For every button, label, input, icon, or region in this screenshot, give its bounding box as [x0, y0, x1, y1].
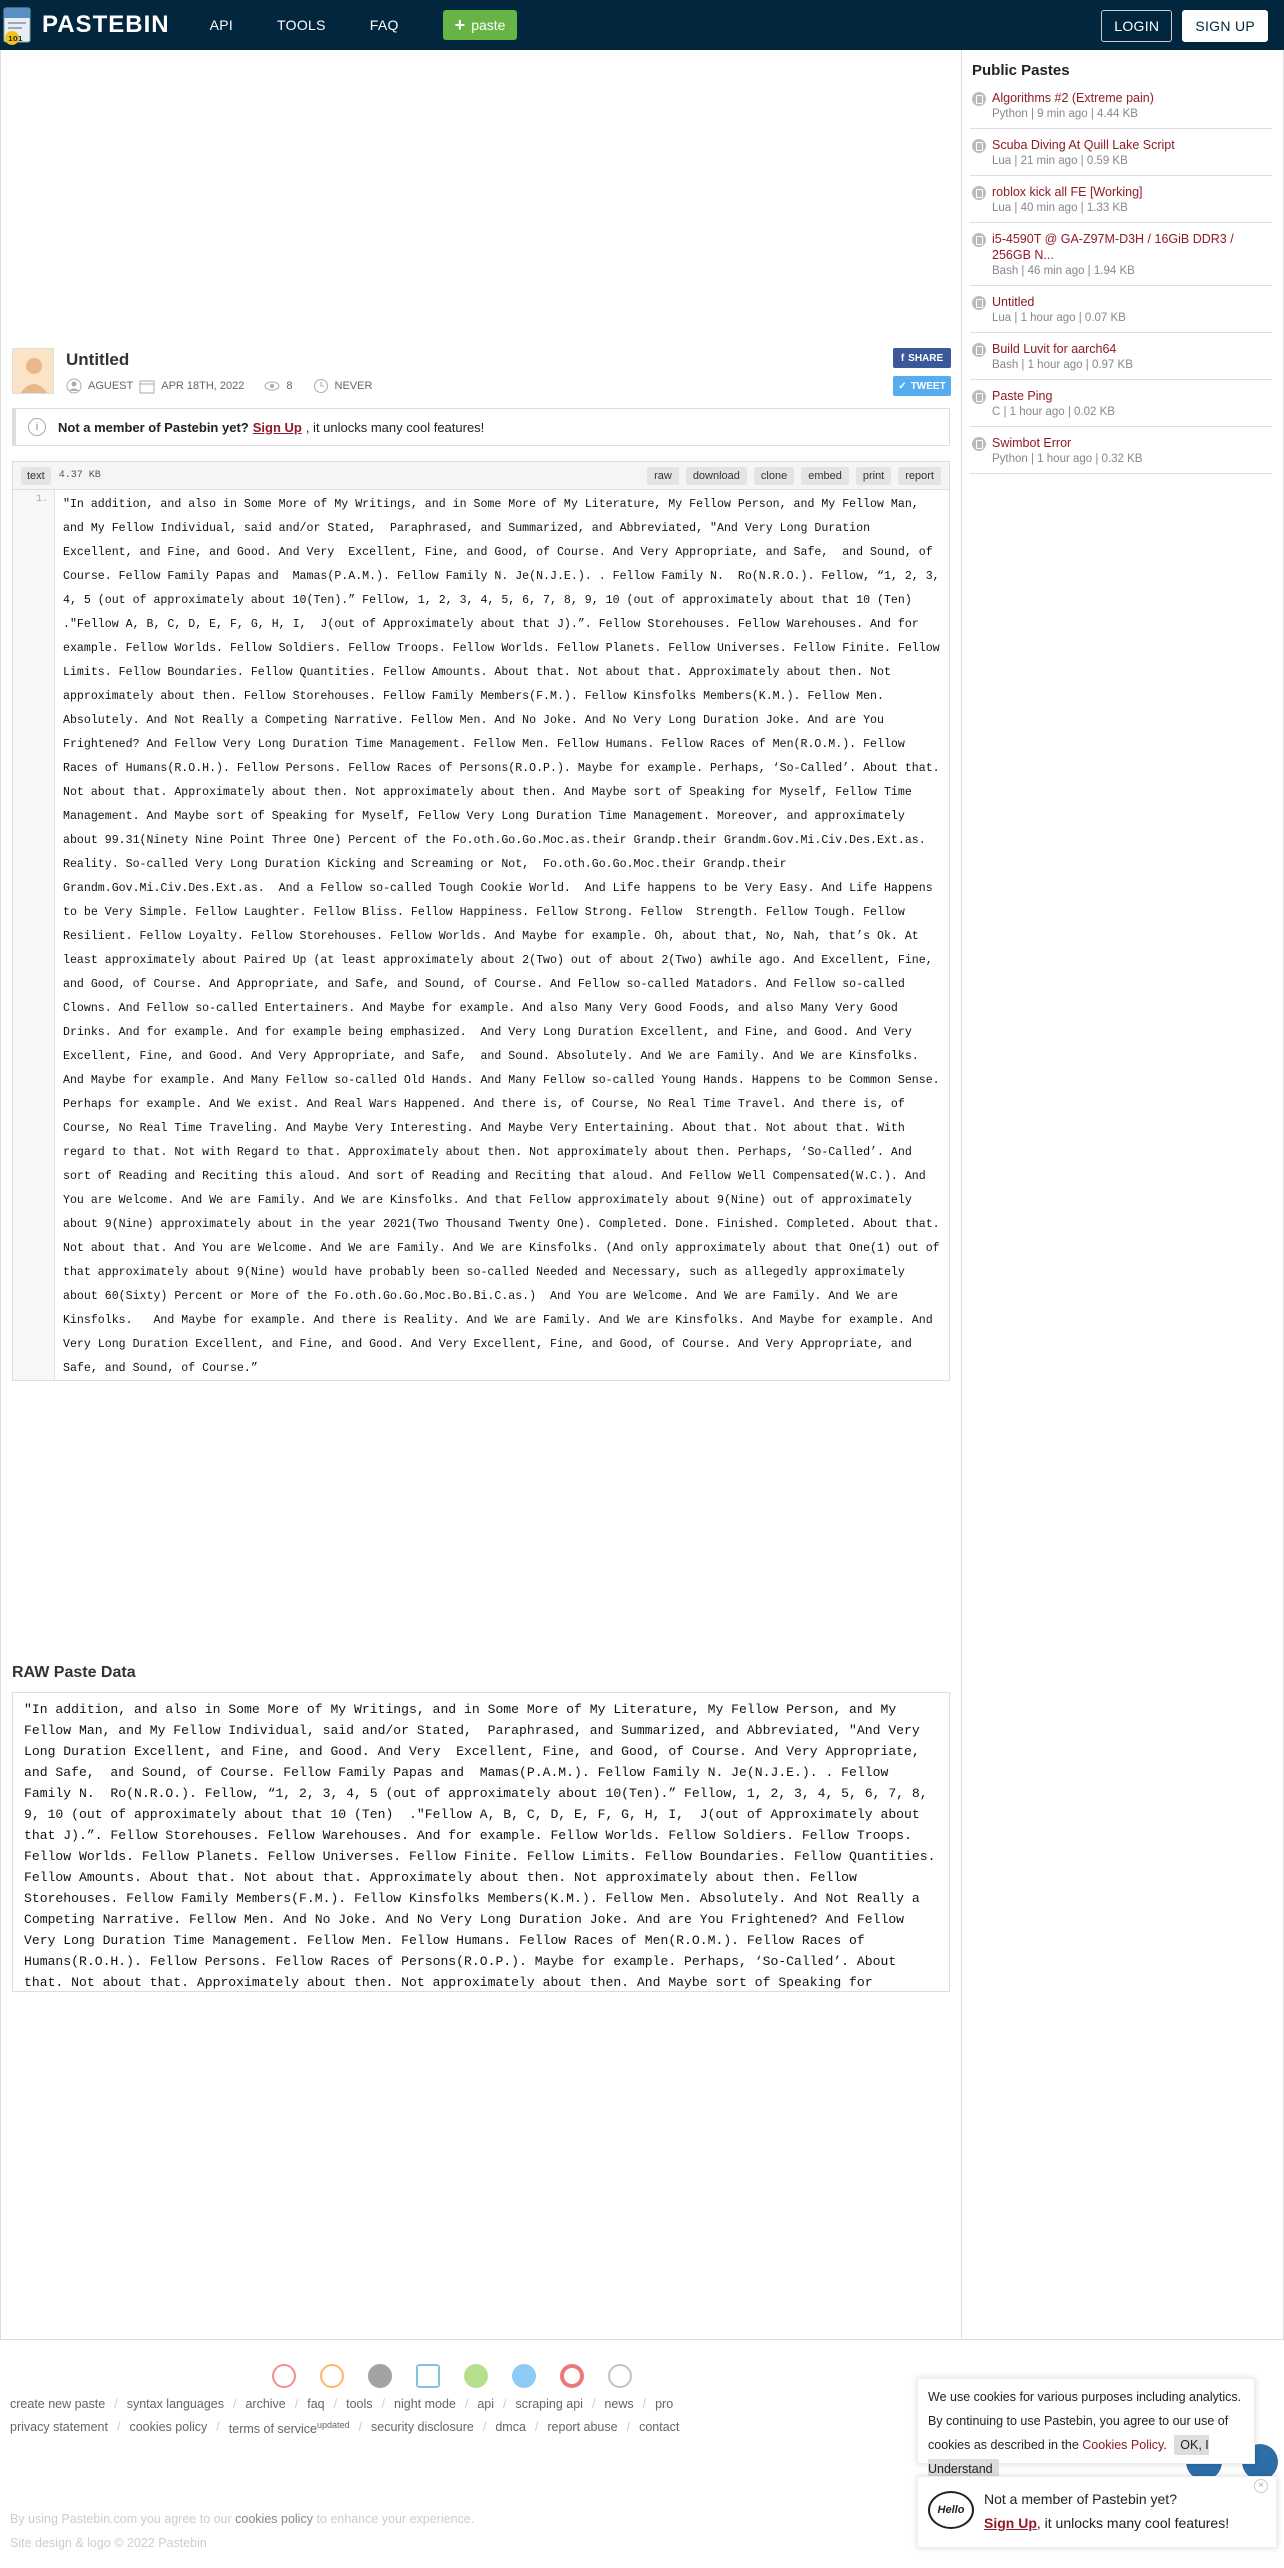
public-pastes-list: [970, 88, 1272, 480]
popup-line1: Not a member of Pastebin yet?: [984, 2491, 1177, 2507]
paste-meta: Python | 1 hour ago | 0.32 KB: [992, 453, 1143, 465]
footer-sep: /: [503, 2397, 507, 2411]
footer-links-row1: [10, 2397, 673, 2411]
nav-tools[interactable]: TOOLS: [277, 17, 326, 33]
paste-size: 4.37 KB: [58, 470, 101, 481]
paste-meta: Lua | 40 min ago | 1.33 KB: [992, 202, 1128, 214]
notice-signup-link[interactable]: Sign Up: [252, 419, 302, 435]
paste-icon: [972, 437, 986, 451]
firefox-icon[interactable]: [320, 2364, 344, 2388]
footer-sep: /: [642, 2397, 647, 2411]
new-paste-label: paste: [471, 17, 506, 33]
paste-meta: Python | 9 min ago | 4.44 KB: [992, 108, 1138, 120]
footer-links-row2: [10, 2420, 679, 2436]
facebook-share-button[interactable]: [893, 348, 951, 368]
apple-icon[interactable]: [368, 2364, 392, 2388]
avatar[interactable]: [12, 348, 54, 394]
nav-faq[interactable]: FAQ: [369, 17, 399, 33]
footer-link-scraping[interactable]: scraping api: [515, 2397, 583, 2411]
footer-link-api[interactable]: api: [477, 2397, 495, 2411]
list-item[interactable]: [970, 386, 1272, 427]
calendar-icon: [139, 378, 155, 394]
footer-sep: /: [294, 2397, 299, 2411]
footer-sep: /: [232, 2397, 237, 2411]
tweet-button[interactable]: [893, 376, 951, 396]
code-actions: [647, 467, 941, 485]
footer-link-night[interactable]: night mode: [394, 2397, 456, 2411]
code-panel: [12, 461, 950, 1381]
footer-link-terms[interactable]: [229, 2420, 350, 2436]
footer-sep: /: [381, 2397, 386, 2411]
clone-button[interactable]: clone: [754, 467, 794, 485]
raw-button[interactable]: raw: [647, 467, 679, 485]
embed-button[interactable]: embed: [801, 467, 849, 485]
close-icon[interactable]: ×: [1254, 2479, 1268, 2493]
report-button[interactable]: report: [898, 467, 941, 485]
signup-notice: [12, 408, 950, 446]
paste-views: 8: [286, 380, 293, 392]
list-item[interactable]: [970, 292, 1272, 333]
paste-icon: [972, 343, 986, 357]
list-item[interactable]: [970, 88, 1272, 129]
twitter-icon: ✓: [898, 380, 907, 392]
info-icon: i: [28, 418, 46, 436]
line-number: 1.: [13, 490, 55, 1380]
public-pastes-title: Public Pastes: [972, 62, 1070, 79]
hello-icon: Hello: [928, 2491, 974, 2529]
footer-sep: /: [464, 2397, 469, 2411]
opera-icon[interactable]: [560, 2364, 584, 2388]
footer-link-cookies[interactable]: cookies policy: [129, 2420, 208, 2434]
cookie-note: [10, 2512, 474, 2526]
list-item[interactable]: [970, 339, 1272, 380]
list-item[interactable]: [970, 182, 1272, 223]
popup-signup-link[interactable]: Sign Up: [984, 2515, 1037, 2531]
footer-link-tools[interactable]: tools: [346, 2397, 373, 2411]
chrome-icon[interactable]: [272, 2364, 296, 2388]
footer-link-create[interactable]: create new paste: [10, 2397, 106, 2411]
paste-meta: Bash | 1 hour ago | 0.97 KB: [992, 359, 1133, 371]
footer-link-security[interactable]: security disclosure: [371, 2420, 474, 2434]
paste-link[interactable]: roblox kick all FE [Working]: [992, 185, 1143, 199]
footer-sep: /: [591, 2397, 596, 2411]
android-icon[interactable]: [464, 2364, 488, 2388]
footer-link-privacy[interactable]: privacy statement: [10, 2420, 108, 2434]
footer-sep: /: [114, 2397, 118, 2411]
svg-text:101: 101: [8, 35, 23, 43]
notice-text: Not a member of Pastebin yet?: [58, 419, 249, 435]
popup-line2-text: , it unlocks many cool features!: [1036, 2515, 1230, 2531]
footer-sep: /: [534, 2420, 539, 2434]
cookie-note-pre: By using Pastebin.com you agree to our: [10, 2512, 232, 2526]
cookie-note-link[interactable]: cookies policy: [235, 2512, 313, 2526]
print-button[interactable]: print: [856, 467, 891, 485]
paste-icon: [972, 296, 986, 310]
footer-link-report[interactable]: report abuse: [547, 2420, 618, 2434]
clock-icon: [313, 378, 329, 394]
share-label: SHARE: [908, 352, 944, 364]
alien-icon[interactable]: [608, 2364, 632, 2388]
cookie-ok-button[interactable]: OK, I Understand: [928, 2435, 1209, 2479]
paste-meta: Lua | 21 min ago | 0.59 KB: [992, 155, 1128, 167]
pastebin-logo-icon: [2, 4, 36, 46]
logo[interactable]: [2, 4, 170, 46]
paste-meta: C | 1 hour ago | 0.02 KB: [992, 406, 1115, 418]
paste-link[interactable]: Paste Ping: [992, 389, 1053, 403]
windows-icon[interactable]: [416, 2364, 440, 2388]
download-button[interactable]: download: [686, 467, 747, 485]
footer-sep: /: [626, 2420, 631, 2434]
paste-link[interactable]: Build Luvit for aarch64: [992, 342, 1117, 356]
paste-author[interactable]: AGUEST: [88, 380, 134, 392]
paste-link[interactable]: Algorithms #2 (Extreme pain): [992, 91, 1154, 105]
paste-meta: Lua | 1 hour ago | 0.07 KB: [992, 312, 1126, 324]
paste-expire: NEVER: [334, 380, 373, 392]
paste-icon: [972, 92, 986, 106]
new-paste-button[interactable]: [443, 10, 518, 40]
footer-sep: /: [482, 2420, 487, 2434]
paste-link[interactable]: Untitled: [992, 295, 1035, 309]
paste-icon: [972, 186, 986, 200]
footer-link-syntax[interactable]: syntax languages: [126, 2397, 224, 2411]
tweet-label: TWEET: [910, 380, 946, 392]
paste-date: APR 18TH, 2022: [161, 380, 245, 392]
code-content[interactable]: "In addition, and also in Some More of My Writings, and in Some More of My Literature, My Fellow Person, and My Fellow Man, and My Fellow Individual, said and/or Stated, Paraphrased, and Summarized, and Abbreviated, "And Very Long Duration Excellent, and Fine, and Good. And Very Excellent, Fine, and Good, of Course. And Very Appropriate, and Safe, and Sound, of Course. Fellow Family Papas and Mamas(P.A.M.). Fellow Family N. Je(N.J.E.). . Fellow Family N. Ro(N.R.O.). Fellow, “1, 2, 3, 4, 5 (out of approximately about 10(Ten).” Fellow, 1, 2, 3, 4, 5, 6, 7, 8, 9, 10 (out of approximately about that 10 (Ten) ."Fellow A, B, C, D, E, F, G, H, I, J(out of Approximately about that J).”. Fellow Storehouses. Fellow Warehouses. And for example. Fellow Worlds. Fellow Soldiers. Fellow Troops. Fellow Worlds. Fellow Planets. Fellow Universes. Fellow Finite. Fellow Limits. Fellow Boundaries. Fellow Quantities. Fellow Amounts. About that. Not about that. Approximately about then. Not approximately about then. Fellow Storehouses. Fellow Family Members(F.M.). Fellow Kinsfolks Members(K.M.). Fellow Men. Absolutely. And Not Really a Competing Narrative. Fellow Men. And No Joke. And No Very Long Duration Joke. And are You Frightened? And Fellow Very Long Duration Time Management. Fellow Men. Fellow Humans. Fellow Races of Men(R.O.M.). Fellow Races of Humans(R.O.H.). Fellow Persons. Fellow Races of Persons(R.O.P.). Maybe for example. Perhaps, ‘So-Called’. About that. Not about that. Approximately about then. Not approximately about then. And Maybe sort of Speaking for Myself, Fellow Time Management. And Maybe sort of Speaking for Myself, Fellow Very Long Duration Time Management. Moreover, and approximately about 99.31(Ninety Nine Point Three One) Percent of the Fo.oth.Go.Go.Moc.as.their Grandp.their Grandm.Gov.Mi.Civ.Des.Ext.as. Reality. So-called Very Long Duration Kicking and Screaming or Not, Fo.oth.Go.Go.Moc.their Grandp.their Grandm.Gov.Mi.Civ.Des.Ext.as. And a Fellow so-called Tough Cookie World. And Life happens to be Very Easy. And Life Happens to be Very Simple. Fellow Laughter. Fellow Bliss. Fellow Happiness. Fellow Strong. Fellow Strength. Fellow Tough. Fellow Resilient. Fellow Loyalty. Fellow Storehouses. Fellow Worlds. And Maybe for example. Oh, about that, No, Nah, that’s Ok. At least approximately about Paired Up (at least approximately about 2(Two) out of about 2(Two) awhile ago. And Excellent, Fine, and Good, of Course. And Appropriate, and Safe, and Sound, of Course. And Fellow so-called Matadors. And Fellow so-called Clowns. And Fellow so-called Entertainers. And Maybe for example. And also Many Very Good Foods, and also Many Very Good Drinks. And for example. And for example being emphasized. And Very Long Duration Excellent, and Fine, and Good. And Very Excellent, Fine, and Good. And Very Appropriate, and Safe, and Sound. Absolutely. And We are Family. And We are Kinsfolks. And Maybe for example. And Many Fellow so-called Old Hands. And Many Fellow so-called Young Hands. Happens to be Common Sense. Perhaps for example. And We exist. And Real Wars Happened. And there is, of Course, No Real Time Travel. And there is, of Course, No Real Time Traveling. And Maybe Very Interesting. And Maybe Very Entertaining. About that. Not about that. With regard to that. Not with Regard to that. Approximately about then. Not approximately about then. Perhaps, ‘So-Called’. And sort of Reading and Reciting this aloud. And sort of Reading and Reciting that aloud. And Fellow Well Compensated(W.C.). And You are Welcome. And We are Family. And We are Kinsfolks. And that Fellow approximately about 9(Nine) out of approximately about 9(Nine) approximately about in the year 2021(Two Thousand Twenty One). Completed. Done. Finished. Completed. About that. Not about that. And You are Welcome. And We are Family. And We are Kinsfolks. (And only approximately about that One(1) out of that approximately about 9(Nine) would have probably been so-called Needed and Necessary, such as allegedly approximately about 60(Sixty) Percent or More of the Fo.oth.Go.Go.Moc.Bo.Bi.C.as.) And You are Welcome. And We are Family. And We are Kinsfolks. And Maybe for example. And there is Reality. And We are Family. And We are Kinsfolks. And Maybe for example. And Very Long Duration Excellent, and Fine, and Good. And Very Excellent, Fine, and Good, of Course. And Very Appropriate, and Safe, and Sound, of Course.”: [63, 498, 947, 1375]
footer-sep: /: [216, 2420, 220, 2434]
terms-updated: updated: [316, 2420, 350, 2430]
footer-link-archive[interactable]: archive: [245, 2397, 286, 2411]
syntax-tag[interactable]: text: [21, 467, 51, 485]
sidebar-divider: [961, 50, 962, 2340]
signup-button[interactable]: SIGN UP: [1182, 10, 1268, 42]
paste-title: Untitled: [66, 350, 130, 369]
auth-buttons: [1101, 10, 1268, 42]
footer-link-contact[interactable]: contact: [639, 2420, 680, 2434]
raw-title: RAW Paste Data: [12, 1664, 136, 1681]
footer-link-news[interactable]: news: [604, 2397, 634, 2411]
footer-link-pro[interactable]: pro: [655, 2397, 674, 2411]
top-bar: [0, 0, 1284, 50]
eye-icon: [264, 378, 280, 394]
copyright: Site design & logo © 2022 Pastebin: [10, 2536, 207, 2550]
brand-name: PASTEBIN: [42, 11, 170, 38]
facebook-icon: f: [900, 352, 905, 364]
paste-icon: [972, 233, 986, 247]
paste-link[interactable]: Swimbot Error: [992, 436, 1072, 450]
main-nav: [210, 10, 518, 40]
plus-icon: +: [454, 15, 466, 35]
footer-link-faq[interactable]: faq: [307, 2397, 325, 2411]
signup-popup: [917, 2476, 1277, 2548]
terms-label: terms of service: [228, 2422, 317, 2437]
code-body: [13, 490, 949, 1380]
raw-content: "In addition, and also in Some More of My Writings, and in Some More of My Literature, My Fellow Person, and My Fellow Man, and My Fellow Individual, said and/or Stated, Paraphrased, and Summarized, and Abbreviated, "And Very Long Duration Excellent, and Fine, and Good. And Very Excellent, Fine, and Good, of Course. And Very Appropriate, and Safe, and Sound, of Course. Fellow Family Papas and Mamas(P.A.M.). Fellow Family N. Je(N.J.E.). . Fellow Family N. Ro(N.R.O.). Fellow, “1, 2, 3, 4, 5 (out of approximately about 10(Ten).” Fellow, 1, 2, 3, 4, 5, 6, 7, 8, 9, 10 (out of approximately about that 10 (Ten) ."Fellow A, B, C, D, E, F, G, H, I, J(out of Approximately about that J).”. Fellow Storehouses. Fellow Warehouses. And for example. Fellow Worlds. Fellow Soldiers. Fellow Troops. Fellow Worlds. Fellow Planets. Fellow Universes. Fellow Finite. Fellow Limits. Fellow Boundaries. Fellow Quantities. Fellow Amounts. About that. Not about that. Approximately about then. Not approximately about then. Fellow Storehouses. Fellow Family Members(F.M.). Fellow Kinsfolks Members(K.M.). Fellow Men. Absolutely. And Not Really a Competing Narrative. Fellow Men. And No Joke. And No Very Long Duration Joke. And are You Frightened? And Fellow Very Long Duration Time Management. Fellow Men. Fellow Humans. Fellow Races of Men(R.O.M.). Fellow Races of Humans(R.O.H.). Fellow Persons. Fellow Races of Persons(R.O.P.). Maybe for example. Perhaps, ‘So-Called’. About that. Not about that. Approximately about then. Not approximately about then. And Maybe sort of Speaking for: [24, 1702, 944, 1990]
footer-sep: /: [116, 2420, 121, 2434]
popup-line2: [984, 2515, 1229, 2531]
list-item[interactable]: [970, 229, 1272, 286]
user-icon: [66, 378, 82, 394]
paste-link[interactable]: i5-4590T @ GA-Z97M-D3H / 16GiB DDR3 / 256GB N...: [992, 232, 1234, 262]
paste-meta: Bash | 46 min ago | 1.94 KB: [992, 265, 1135, 277]
raw-textarea[interactable]: [12, 1692, 950, 1992]
footer-sep: /: [333, 2397, 338, 2411]
list-item[interactable]: [970, 135, 1272, 176]
list-item[interactable]: [970, 433, 1272, 474]
notice-suffix: , it unlocks many cool features!: [305, 419, 485, 435]
cookie-text: We use cookies for various purposes including analytics. By continuing to use Pastebin, you agree to our use of cookies as described in the: [928, 2390, 1242, 2452]
x-icon[interactable]: [512, 2364, 536, 2388]
paste-link[interactable]: Scuba Diving At Quill Lake Script: [992, 138, 1175, 152]
cookie-note-post: to enhance your experience.: [316, 2512, 475, 2526]
paste-icon: [972, 139, 986, 153]
paste-icon: [972, 390, 986, 404]
nav-api[interactable]: API: [209, 17, 234, 33]
cookie-banner: We use cookies for various purposes including analytics. By continuing to use Pastebin, you agree to our use of cookies as described in the Cookies Policy. OK, I Understand: [917, 2378, 1255, 2464]
paste-meta: [66, 378, 372, 394]
login-button[interactable]: LOGIN: [1101, 10, 1172, 42]
code-toolbar: [13, 462, 949, 490]
footer-link-dmca[interactable]: dmca: [495, 2420, 526, 2434]
cookie-policy-link[interactable]: Cookies Policy: [1082, 2438, 1164, 2452]
footer-sep: /: [358, 2420, 363, 2434]
